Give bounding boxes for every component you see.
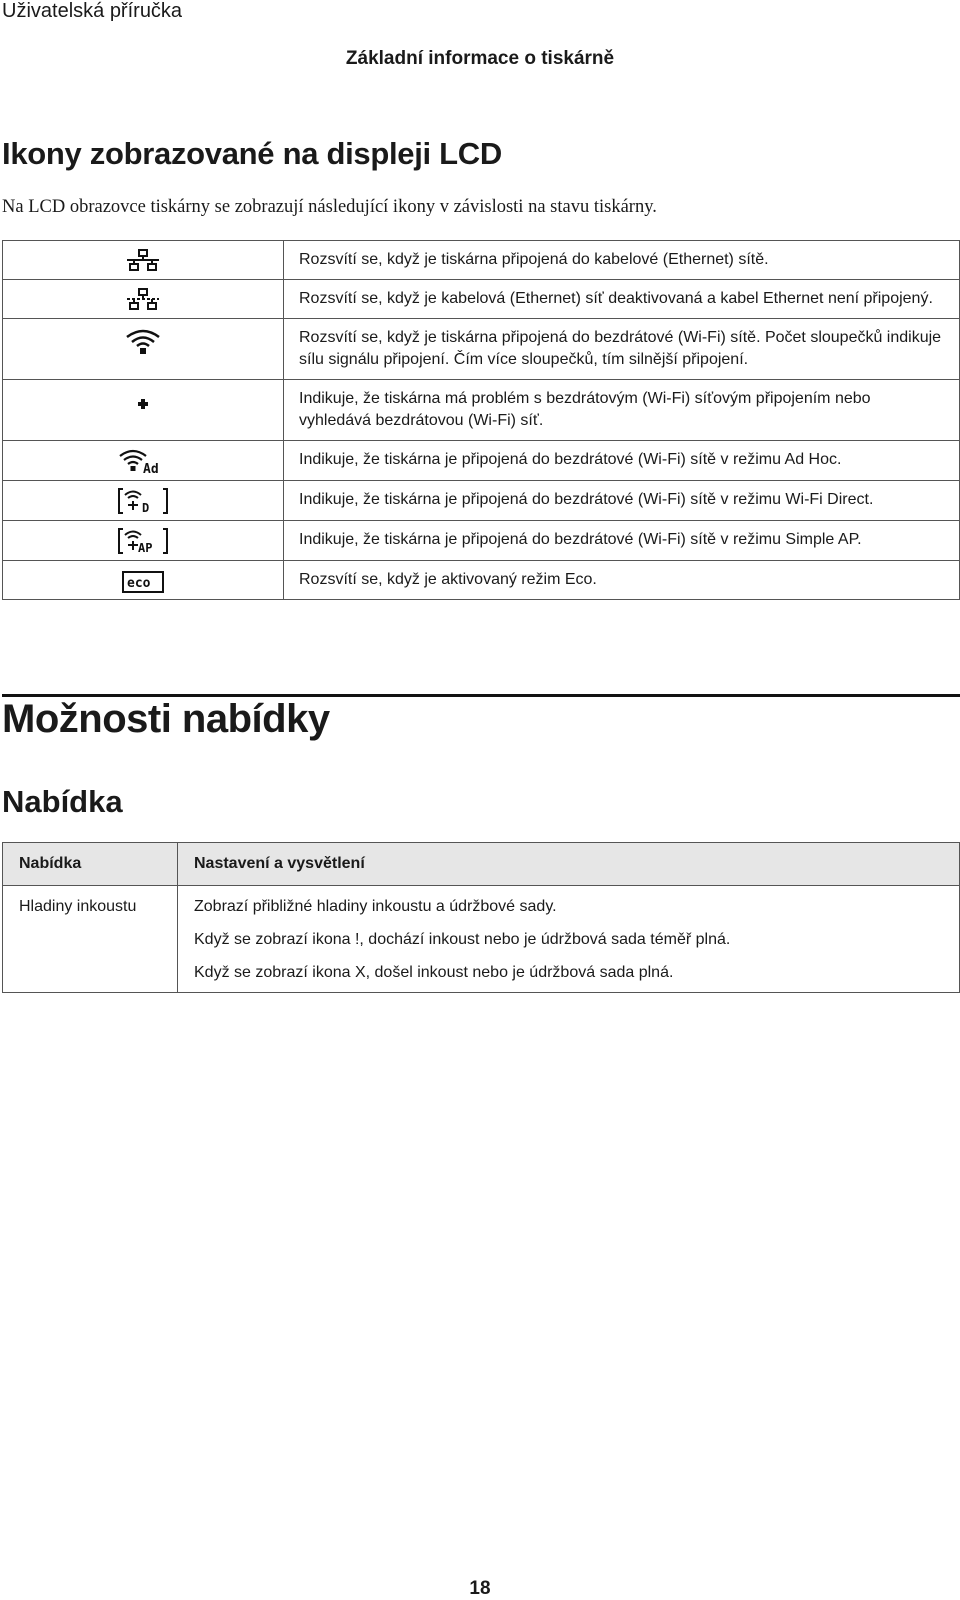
ethernet-connected-icon — [126, 249, 160, 273]
section-title: Základní informace o tiskárně — [345, 48, 615, 69]
menu-subheading: Nabídka — [2, 784, 123, 819]
icon-description: Rozsvítí se, když je kabelová (Ethernet) síť deaktivovaná a kabel Ethernet není připojený. — [284, 280, 960, 319]
svg-text:AP: AP — [138, 541, 153, 555]
wifi-adhoc-icon — [118, 447, 168, 475]
column-header-settings: Nastavení a vysvětlení — [178, 843, 960, 886]
wifi-problem-icon — [137, 398, 149, 410]
table-row — [3, 319, 960, 380]
wifi-simple-ap-icon — [118, 527, 168, 555]
table-row — [3, 481, 960, 521]
column-header-menu: Nabídka — [3, 843, 178, 886]
eco-mode-icon — [122, 571, 164, 593]
icon-description: Indikuje, že tiskárna je připojená do bezdrátové (Wi-Fi) sítě v režimu Ad Hoc. — [284, 441, 960, 481]
menu-item-name: Hladiny inkoustu — [3, 886, 178, 993]
table-row — [3, 441, 960, 481]
icons-intro-text: Na LCD obrazovce tiskárny se zobrazují následující ikony v závislosti na stavu tiskárny. — [2, 197, 657, 217]
icon-description: Indikuje, že tiskárna je připojená do bezdrátové (Wi-Fi) sítě v režimu Simple AP. — [284, 521, 960, 561]
description-line: Když se zobrazí ikona X, došel inkoust nebo je údržbová sada plná. — [194, 964, 674, 981]
icon-description: Indikuje, že tiskárna má problém s bezdrátovým (Wi-Fi) síťovým připojením nebo vyhledává bezdrátovou (Wi-Fi) síť. — [284, 380, 960, 441]
icon-description: Rozsvítí se, když je tiskárna připojená do bezdrátové (Wi-Fi) sítě. Počet sloupečků indikuje sílu signálu připojení. Čím více sloupečků, tím silnější připojení. — [284, 319, 960, 380]
description-line: Zobrazí přibližné hladiny inkoustu a údržbové sady. — [194, 898, 557, 915]
table-row — [3, 561, 960, 600]
ethernet-disconnected-icon — [126, 288, 160, 312]
page-number: 18 — [469, 1578, 491, 1599]
menu-item-description — [178, 886, 960, 993]
svg-text:Ad: Ad — [143, 462, 159, 475]
table-row — [3, 521, 960, 561]
icon-description: Rozsvítí se, když je aktivovaný režim Eco. — [284, 561, 960, 600]
table-row — [3, 886, 960, 993]
icon-description: Rozsvítí se, když je tiskárna připojená do kabelové (Ethernet) sítě. — [284, 241, 960, 280]
wifi-signal-icon — [124, 327, 162, 355]
icon-description: Indikuje, že tiskárna je připojená do bezdrátové (Wi-Fi) sítě v režimu Wi-Fi Direct. — [284, 481, 960, 521]
menu-options-heading: Možnosti nabídky — [2, 697, 330, 741]
svg-text:D: D — [142, 501, 150, 515]
menu-table — [2, 842, 960, 993]
table-row — [3, 380, 960, 441]
document-title: Uživatelská příručka — [2, 0, 183, 22]
table-header-row — [3, 843, 960, 886]
table-row — [3, 241, 960, 280]
svg-text:eco: eco — [127, 576, 151, 591]
description-line: Když se zobrazí ikona !, dochází inkoust nebo je údržbová sada téměř plná. — [194, 931, 731, 948]
icons-heading: Ikony zobrazované na displeji LCD — [2, 136, 502, 171]
lcd-icons-table — [2, 240, 960, 600]
table-row — [3, 280, 960, 319]
wifi-direct-icon — [118, 487, 168, 515]
